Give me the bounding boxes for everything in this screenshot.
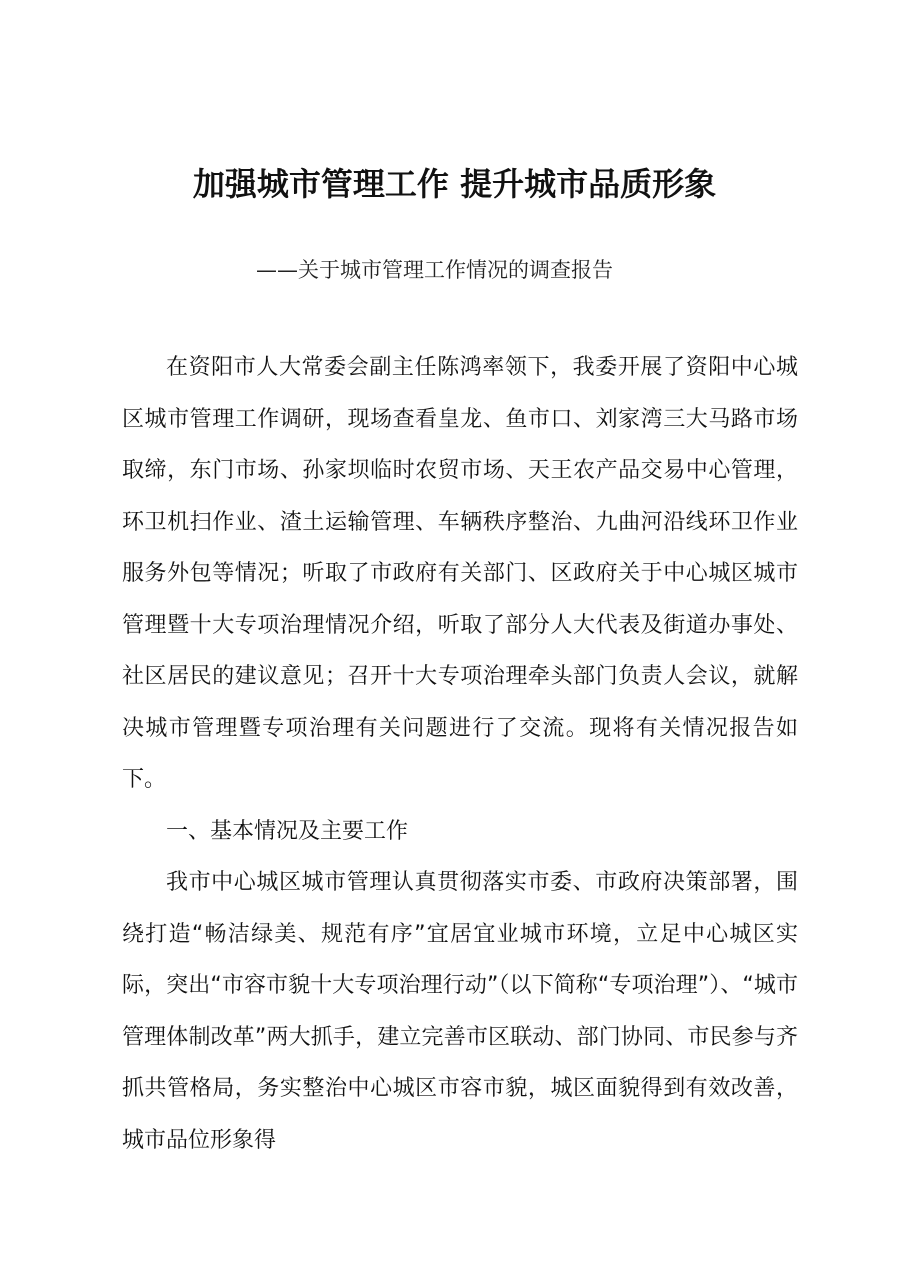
document-subtitle: ——关于城市管理工作情况的调查报告 xyxy=(256,258,613,282)
document-body xyxy=(122,342,798,1166)
paragraph-section-1: 我市中心城区城市管理认真贯彻落实市委、市政府决策部署，围绕打造“畅洁绿美、规范有序”宜居宜业城市环境，立足中心城区实际，突出“市容市貌十大专项治理行动”（以下简称“专项治理”）、“城市管理体制改革”两大抓手，建立完善市区联动、部门协同、市民参与齐抓共管格局，务实整治中心城区市容市貌，城区面貌得到有效改善，城市品位形象得 xyxy=(122,870,798,1153)
paragraph-intro: 在资阳市人大常委会副主任陈鸿率领下，我委开展了资阳中心城区城市管理工作调研，现场查看皇龙、鱼市口、刘家湾三大马路市场取缔，东门市场、孙家坝临时农贸市场、天王农产品交易中心管理，环卫机扫作业、渣土运输管理、车辆秩序整治、九曲河沿线环卫作业服务外包等情况；听取了市政府有关部门、区政府关于中心城区城市管理暨十大专项治理情况介绍，听取了部分人大代表及街道办事处、社区居民的建议意见；召开十大专项治理牵头部门负责人会议，就解决城市管理暨专项治理有关问题进行了交流。现将有关情况报告如下。 xyxy=(122,355,798,792)
document-title: 加强城市管理工作 提升城市品质形象 xyxy=(192,165,717,203)
section-heading: 一、基本情况及主要工作 xyxy=(166,818,409,844)
